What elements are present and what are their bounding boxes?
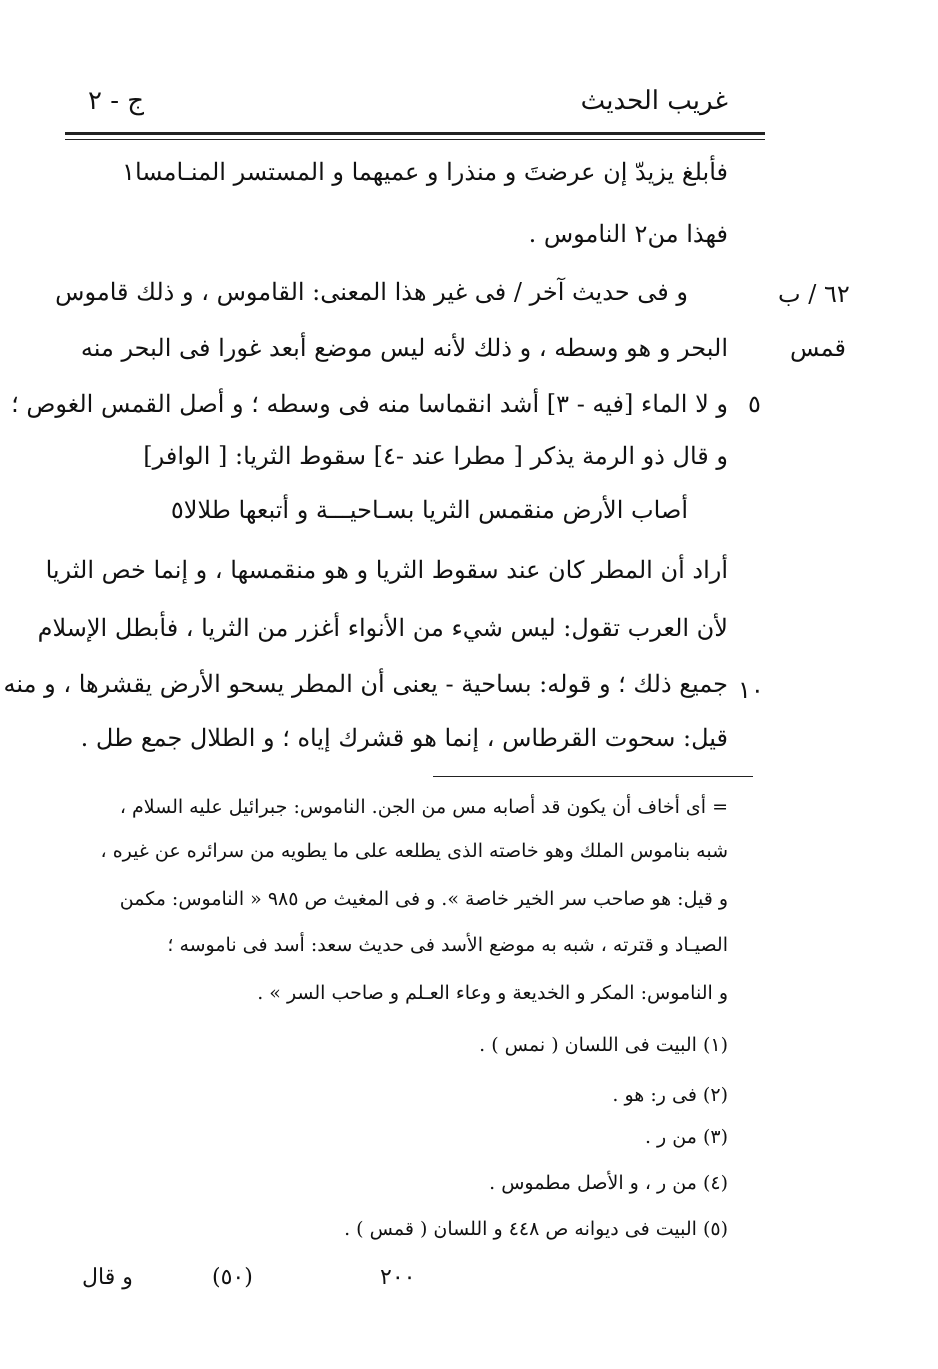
body-line-2: فهذا من٢ الناموس .	[528, 220, 728, 248]
body-line-5: و لا الماء [فيه - ٣] أشد انقماسا منه فى وسطه ؛ و أصل القمس الغوص ؛	[11, 390, 728, 418]
footnote-line-3: و قيل: هو صاحب سر الخير خاصة ». و فى المغيث ص ٩٨٥ « الناموس: مكمن	[119, 888, 728, 910]
footnote-2: (٢) فى ر: هو .	[612, 1084, 728, 1106]
part-number: (٥٠)	[212, 1265, 253, 1290]
page-number: ٢٠٠	[380, 1265, 416, 1290]
margin-headword: قمس	[790, 334, 846, 362]
footnote-line-2: شبه بناموس الملك وهو خاصته الذى يطلعه على ما يطويه من سرائره عن غيره ،	[100, 840, 728, 862]
footnote-1: (١) البيت فى اللسان ( نمس ) .	[479, 1034, 728, 1056]
header-rule-thin	[65, 139, 765, 140]
line-number-10: ١٠	[738, 676, 764, 704]
body-line-1: فأبلغ يزيدّ إن عرضتَ و منذرا و عميهما و المستسر المنـامسا١	[122, 158, 728, 186]
body-line-7: أصاب الأرض منقمس الثريا بسـاحيـــة و أتبعها طلالا٥	[170, 496, 688, 524]
body-line-9: لأن العرب تقول: ليس شيء من الأنواء أغزر من الثريا ، فأبطل الإسلام	[37, 614, 728, 642]
body-line-3: و فى حديث آخر / فى غير هذا المعنى: القاموس ، و ذلك قاموس	[55, 278, 688, 306]
footnote-line-5: و الناموس: المكر و الخديعة و وعاء العـلم و صاحب السر » .	[257, 982, 728, 1004]
folio-reference: ٦٢ / ب	[778, 280, 850, 308]
footnote-5: (٥) البيت فى ديوانه ص ٤٤٨ و اللسان ( قمس ) .	[344, 1218, 728, 1240]
volume-label: ج - ٢	[88, 86, 145, 116]
footnote-3: (٣) من ر .	[644, 1126, 728, 1148]
footnote-line-4: الصيـاد و قترته ، شبه به موضع الأسد فى حديث سعد: أسد فى ناموسه ؛	[167, 934, 728, 956]
body-line-4: البحر و هو وسطه ، و ذلك لأنه ليس موضع أبعد غورا فى البحر منه	[80, 334, 728, 362]
body-line-10: جميع ذلك ؛ و قوله: بساحية - يعنى أن المطر يسحو الأرض يقشرها ، و منه	[3, 670, 728, 698]
line-number-5: ٥	[748, 390, 761, 418]
footnote-4: (٤) من ر ، و الأصل مطموس .	[489, 1172, 728, 1194]
footnote-rule	[433, 776, 753, 777]
catchword: و قال	[82, 1265, 133, 1290]
running-title: غريب الحديث	[580, 86, 728, 116]
body-line-6: و قال ذو الرمة يذكر [ مطرا عند -٤] سقوط الثريا: [ الوافر]	[143, 442, 728, 470]
footnote-line-1: = أى أخاف أن يكون قد أصابه مس من الجن. الناموس: جبرائيل عليه السلام ،	[119, 796, 728, 818]
body-line-8: أراد أن المطر كان عند سقوط الثريا و هو منقمسها ، و إنما خص الثريا	[45, 556, 728, 584]
body-line-11: قيل: سحوت القرطاس ، إنما هو قشرك إياه ؛ و الطلال جمع طل .	[80, 724, 728, 752]
header-rule-thick	[65, 132, 765, 135]
